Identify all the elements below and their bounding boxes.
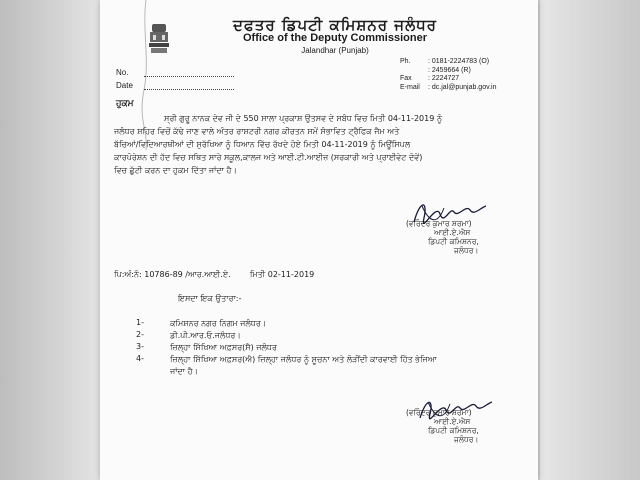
fax-label: Fax	[400, 75, 412, 82]
copy-item-1-text: ਕਮਿਸ਼ਨਰ ਨਗਰ ਨਿਗਮ ਜਲੰਧਰ।	[170, 319, 267, 328]
header-city: Jalandhar (Punjab)	[301, 46, 369, 55]
copy-item-1-number: 1-	[136, 318, 144, 327]
background-right	[540, 0, 640, 480]
order-line-2: ਜਲੰਧਰ ਸ਼ਹਿਰ ਵਿਚੋਂ ਕੱਢੇ ਜਾਣ ਵਾਲੇ ਅੰਤਰ ਰਾਸ਼ਟਰੀ ਨਗਰ ਕੀਰਤਨ ਸਮੇਂ ਸੰਭਾਵਿਤ ਟ੍ਰੈਫਿਕ ਜੈਮ ਅਤੇ	[114, 127, 400, 136]
fax-number: : 2224727	[428, 75, 460, 82]
state-emblem-icon	[144, 22, 174, 56]
copy-item-3-text: ਜ਼ਿਲ੍ਹਾ ਸਿੱਖਿਆ ਅਫ਼ਸਰ(ਸੈ) ਜਲੰਧਰ	[170, 343, 277, 352]
no-field-label: No.	[116, 68, 129, 77]
no-field-line	[144, 68, 234, 77]
date-field-label: Date	[116, 81, 133, 90]
signature-block-1	[406, 219, 479, 255]
letter-page	[100, 0, 538, 480]
signatory-designation: ਡਿਪਟੀ ਕਮਿਸ਼ਨਰ,	[428, 237, 479, 246]
endorsement-reference-line	[114, 270, 314, 280]
order-line-1: ਸ੍ਰੀ ਗੁਰੂ ਨਾਨਕ ਦੇਵ ਜੀ ਦੇ 550 ਸਾਲਾ ਪ੍ਰਕਾਸ਼ ਉਤਸਵ ਦੇ ਸਬੰਧ ਵਿਚ ਮਿਤੀ 04-11-2019 ਨੂੰ	[164, 114, 443, 123]
signatory-place: ਜਲੰਧਰ।	[454, 246, 479, 255]
signatory-service: ਆਈ.ਏ.ਐਸ	[434, 228, 471, 237]
order-line-3: ਬੱਚਿਆਂ/ਵਿਦਿਆਰਥੀਆਂ ਦੀ ਸੁਰੱਖਿਆ ਨੂੰ ਧਿਆਨ ਵਿੱਚ ਰੱਖਦੇ ਹੋਏ ਮਿਤੀ 04-11-2019 ਨੂੰ ਮਿਊਂਸਿਪਲ	[114, 140, 411, 149]
signatory-service-2: ਆਈ.ਏ.ਐਸ	[434, 417, 471, 426]
contact-block	[400, 58, 496, 92]
email-address: : dc.jal@punjab.gov.in	[428, 83, 497, 91]
copy-item-4-line-1: ਜ਼ਿਲ੍ਹਾ ਸਿੱਖਿਆ ਅਫ਼ਸਰ(ਐ) ਜ਼ਿਲ੍ਹਾ ਜਲੰਧਰ ਨੂੰ ਸੂਚਨਾ ਅਤੇ ਲੋੜੀਂਦੀ ਕਾਰਵਾਈ ਹਿੱਤ ਭੇਜਿਆ	[170, 355, 437, 364]
endorsement-number: ਪਿ:ਅੰ:ਨੰ: 10786-89 /ਆਰ.ਆਈ.ਏ.	[114, 270, 231, 279]
signature-block-2	[406, 408, 479, 444]
order-paragraph	[114, 112, 518, 177]
order-line-5: ਵਿਚ ਛੁੱਟੀ ਕਰਨ ਦਾ ਹੁਕਮ ਦਿੱਤਾ ਜਾਂਦਾ ਹੈ।	[114, 166, 237, 175]
endorsement-date: ਮਿਤੀ 02-11-2019	[249, 270, 315, 279]
copy-item-2-text: ਡੀ.ਪੀ.ਆਰ.ਓ.ਜਲੰਧਰ।	[170, 331, 241, 340]
signatory-name-2: (ਵਰਿੰਦਰ ਕੁਮਾਰ ਸ਼ਰਮਾ)	[406, 408, 472, 417]
copy-heading: ਇਸਦਾ ਇਕ ਉਤਾਰਾ:-	[178, 294, 242, 303]
order-heading: ਹੁਕਮ	[116, 99, 134, 109]
order-line-4: ਕਾਰਪੋਰੇਸ਼ਨ ਦੀ ਹੱਦ ਵਿਚ ਸਥਿਤ ਸਾਰੇ ਸਕੂਲ,ਕਾਲਜ ਅਤੇ ਆਈ.ਟੀ.ਆਈਜ਼ (ਸਰਕਾਰੀ ਅਤੇ ਪ੍ਰਾਈਵੇਟ ਦੋਵੇਂ)	[114, 153, 423, 162]
signatory-name: (ਵਰਿੰਦਰ ਕੁਮਾਰ ਸ਼ਰਮਾ)	[406, 219, 472, 228]
phone-residence: : 2459664 (R)	[428, 66, 471, 74]
copy-item-4-text	[170, 354, 510, 378]
copy-item-2-number: 2-	[136, 330, 144, 339]
phone-label: Ph.	[400, 58, 411, 65]
phone-office: : 0181-2224783 (O)	[428, 58, 490, 65]
background-left	[0, 0, 100, 480]
signatory-place-2: ਜਲੰਧਰ।	[454, 435, 479, 444]
signatory-designation-2: ਡਿਪਟੀ ਕਮਿਸ਼ਨਰ,	[428, 426, 479, 435]
header-title-english: Office of the Deputy Commissioner	[243, 32, 427, 44]
header-title-punjabi: ਦਫਤਰ ਡਿਪਟੀ ਕਮਿਸ਼ਨਰ ਜਲੰਧਰ	[233, 16, 437, 34]
email-label: E-mail	[400, 83, 420, 91]
copy-item-3-number: 3-	[136, 342, 144, 351]
copy-item-4-number: 4-	[136, 354, 144, 363]
copy-item-4-line-2: ਜਾਂਦਾ ਹੈ।	[170, 367, 198, 376]
date-field-line	[144, 81, 234, 90]
